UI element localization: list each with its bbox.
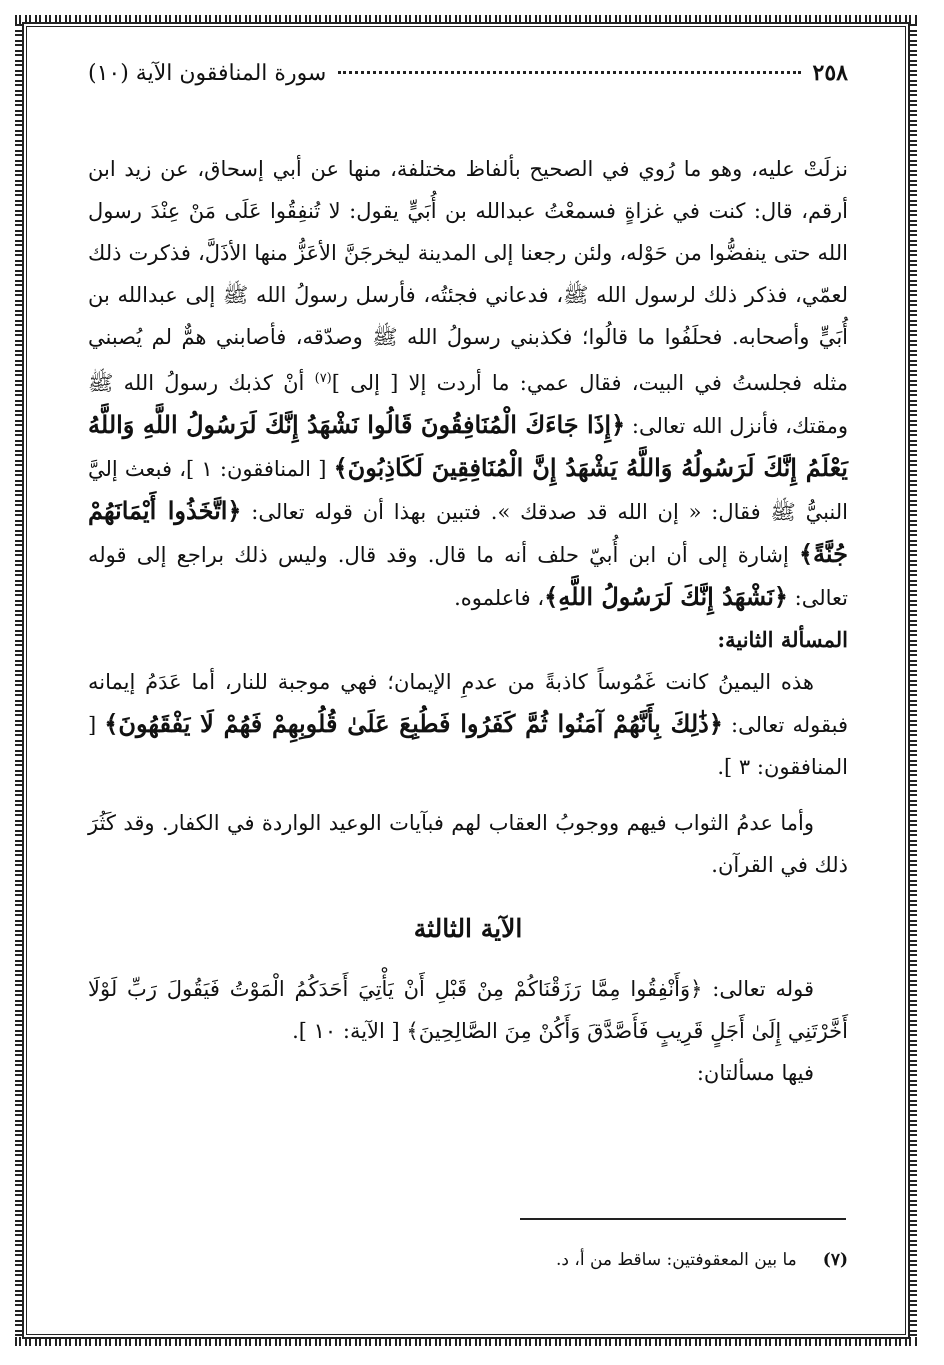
paragraph-text: قوله تعالى: <box>702 977 814 1001</box>
footnote-reference: (٧) <box>314 371 332 386</box>
running-title: سورة المنافقون الآية (١٠) <box>88 61 327 86</box>
page-content <box>88 60 848 1094</box>
footnote-separator <box>520 1218 846 1220</box>
issue-heading: المسألة الثانية: <box>717 627 848 652</box>
footnote <box>556 1250 848 1270</box>
paragraph-text: أنْ كذبك رسولُ الله ﷺ ومقتك، فأنزل الله تعالى: <box>88 371 849 438</box>
page-header <box>88 60 848 104</box>
page-number: ٢٥٨ <box>812 60 848 86</box>
quran-verse: ﴿نَشْهَدُ إِنَّكَ لَرَسُولُ اللَّهِ﴾ <box>544 582 788 611</box>
quran-verse: ﴿ذَٰلِكَ بِأَنَّهُمْ آمَنُوا ثُمَّ كَفَرُوا فَطُبِعَ عَلَىٰ قُلُوبِهِمْ فَهُمْ لَا يَفْقَهُونَ﴾ <box>104 709 723 738</box>
paragraph-oath <box>88 661 848 788</box>
paragraph-text: [ المنافقون: ٣ ]. <box>88 713 848 779</box>
paragraph-text: [ الآية: ١٠ ]. <box>292 1019 407 1043</box>
paragraph-text: نزلَتْ عليه، وهو ما رُوي في الصحيح بألفاظ مختلفة، منها عن أبي إسحاق، عن زيد ابن أرقم، قال: كنت في غزاةٍ فسمعْتُ عبدالله بن أُبَيٍّ يقول: لا تُنفِقُوا عَلَى مَنْ عِنْدَ رسول الله حتى ينفضُّوا من حَوْله، ولئن رجعنا إلى المدينة ليخرجَنَّ الأعَزُّ منها الأذَلَّ، فذكرت ذلك لعمّي، فذكر ذلك لرسول الله ﷺ، فدعاني فجئتُه، فأرسل رسولُ الله ﷺ إلى عبدالله بن أُبَيٍّ وأصحابه. فحلَفُوا ما قالُوا؛ فكذبني رسولُ الله ﷺ وصدّقه، فأصابني همٌّ لم يُصبني مثله فجلستُ في البيت، فقال عمي: ما أردت إلا [ إلى ] <box>88 157 849 395</box>
paragraph-hadith <box>88 148 848 619</box>
paragraph-text: إشارة إلى أن ابن أُبيّ حلف أنه ما قال. وقد قال. وليس ذلك براجع إلى قوله تعالى: <box>88 543 848 610</box>
footnote-number: (٧) <box>822 1250 848 1270</box>
quran-verse: ﴿وَأَنْفِقُوا مِمَّا رَزَقْنَاكُمْ مِنْ قَبْلِ أَنْ يَأْتِيَ أَحَدَكُمُ الْمَوْتُ فَيَقُولَ رَبِّ لَوْلَا أَخَّرْتَنِي إِلَىٰ أَجَلٍ قَرِيبٍ فَأَصَّدَّقَ وَأَكُنْ مِنَ الصَّالِحِينَ﴾ <box>88 977 848 1043</box>
paragraph-text: ، فاعلموه. <box>454 586 545 610</box>
issues-count-line: فيها مسألتان: <box>696 1061 814 1085</box>
body-text <box>88 148 848 1094</box>
paragraph-verse <box>88 968 848 1052</box>
paragraph-text: هذه اليمينُ كانت غَمُوساً كاذبةً من عدمِ الإيمان؛ فهي موجبة للنار، أما عَدَمُ إيمانه فبقوله تعالى: <box>88 670 848 737</box>
header-dotted-leader <box>338 71 800 74</box>
footnote-text: ما بين المعقوفتين: ساقط من أ، د. <box>555 1250 797 1270</box>
quran-verse: ﴿إِذَا جَاءَكَ الْمُنَافِقُونَ قَالُوا نَشْهَدُ إِنَّكَ لَرَسُولُ اللَّهِ وَاللَّهُ يَعْلَمُ إِنَّكَ لَرَسُولُهُ وَاللَّهُ يَشْهَدُ إِنَّ الْمُنَافِقِينَ لَكَاذِبُونَ﴾ <box>88 410 848 482</box>
paragraph-punishment: وأما عدمُ الثواب فيهم ووجوبُ العقاب لهم فبآيات الوعيد الواردة في الكفار. وقد كَثُرَ ذلك في القرآن. <box>88 811 848 877</box>
paragraph-text: [ المنافقون: ١ ]، فبعث إليَّ النبيُّ ﷺ فقال: « إن الله قد صدقك ». فتبين بهذا أن قوله تعالى: <box>88 457 848 524</box>
quran-verse: ﴿اتَّخَذُوا أَيْمَانَهُمْ جُنَّةً﴾ <box>88 496 848 568</box>
section-title: الآية الثالثة <box>413 914 523 943</box>
